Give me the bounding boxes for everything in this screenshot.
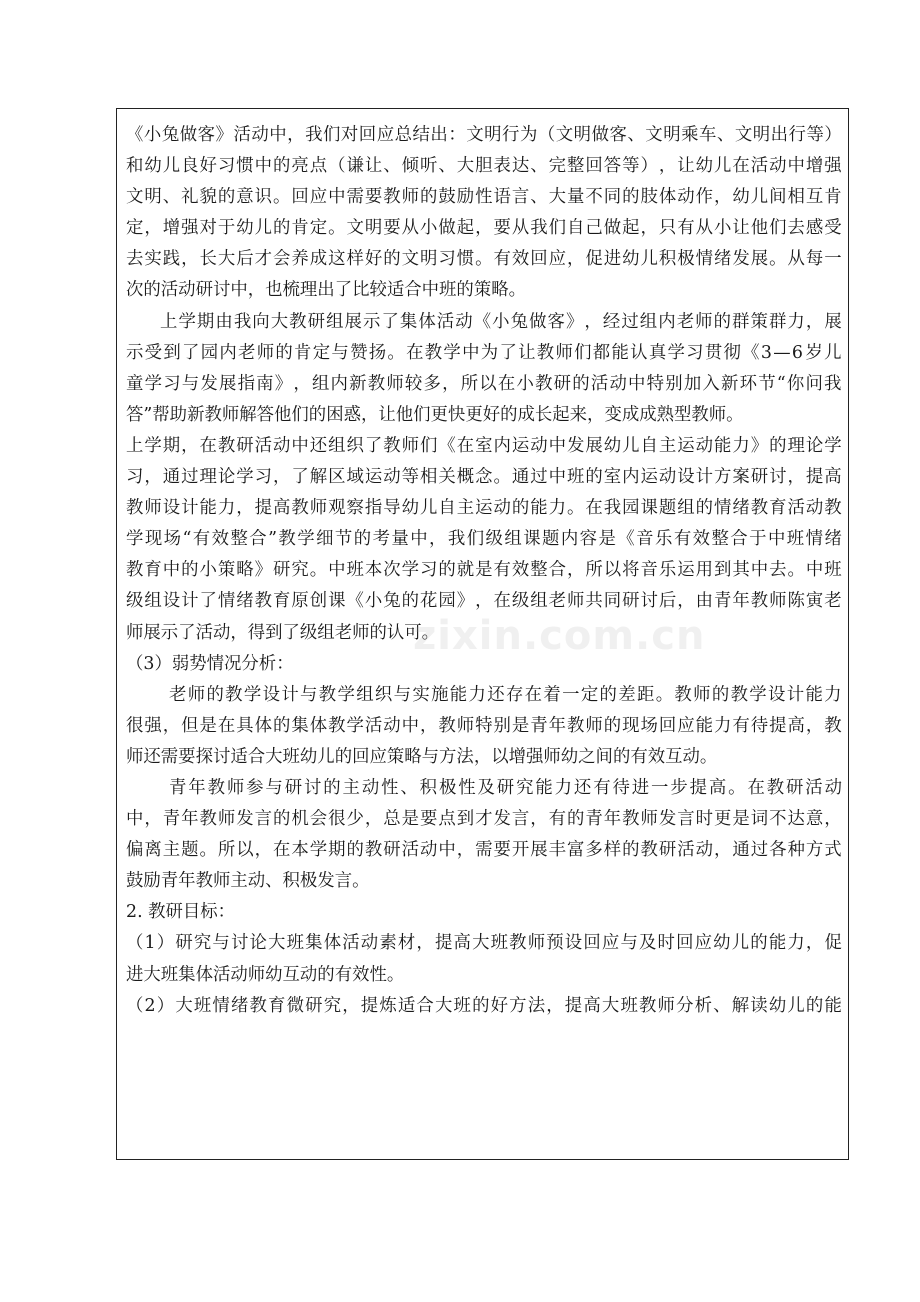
text-line: 和 幼 儿 良 好 习 惯 中 的 亮 点 （ 谦 让 、 倾 听 、 大 胆 表 达 、 完 整 回 答 等 ） ， 让 幼 儿 在 活 动 中 增 强	[126, 156, 842, 177]
text-line: 《 小 兔 做 客 》 活 动 中 ， 我 们 对 回 应 总 结 出 ： 文 明 行 为 （ 文 明 做 客 、 文 明 乘 车 、 文 明 出 行 等 ）	[126, 125, 842, 145]
text-line: 上 学 期 ， 在 教 研 活 动 中 还 组 织 了 教 师 们 《 在 室 内 运 动 中 发 展 幼 儿 自 主 运 动 能 力 》 的 理 论 学	[126, 435, 842, 456]
text-line: 上 学 期 由 我 向 大 教 研 组 展 示 了 集 体 活 动 《 小 兔 做 客 》 ， 经 过 组 内 老 师 的 群 策 群 力 ， 展	[160, 311, 842, 332]
text-line: 2. 教研目标：	[126, 902, 236, 923]
text-line: 学 现 场 “ 有 效 整 合 ” 教 学 细 节 的 考 量 中 ， 我 们 级 组 课 题 内 容 是 《 音 乐 有 效 整 合 于 中 班 情 绪	[126, 529, 842, 550]
text-line: （ 2 ） 大 班 情 绪 教 育 微 研 究 ， 提 炼 适 合 大 班 的 好 方 法 ， 提 高 大 班 教 师 分 析 、 解 读 幼 儿 的 能	[126, 995, 842, 1016]
text-line: 习 ， 通 过 理 论 学 习 ， 了 解 区 域 运 动 等 相 关 概 念 。 通 过 中 班 的 室 内 运 动 设 计 方 案 研 讨 ， 提 高	[126, 467, 842, 488]
text-line: 示 受 到 了 园 内 老 师 的 肯 定 与 赞 扬 。 在 教 学 中 为 了 让 教 师 们 都 能 认 真 学 习 贯 彻 《 3 — 6 岁 儿	[126, 342, 842, 363]
watermark: zixin.com.cn	[413, 613, 706, 659]
text-line: 偏 离 主 题 。 所 以 ， 在 本 学 期 的 教 研 活 动 中 ， 需 要 开 展 丰 富 多 样 的 教 研 活 动 ， 通 过 各 种 方 式	[126, 840, 842, 861]
table-cell-frame	[116, 108, 849, 1160]
text-line: （3）弱势情况分析：	[126, 653, 294, 674]
text-line: 中 ， 青 年 教 师 发 言 的 机 会 很 少 ， 总 是 要 点 到 才 发 言 ， 有 的 青 年 教 师 发 言 时 更 是 词 不 达 意 ，	[126, 809, 842, 830]
text-line: 老 师 的 教 学 设 计 与 教 学 组 织 与 实 施 能 力 还 存 在 着 一 定 的 差 距 。 教 师 的 教 学 设 计 能 力	[169, 684, 842, 705]
text-line: 文 明 、 礼 貌 的 意 识 。 回 应 中 需 要 教 师 的 鼓 励 性 语 言 、 大 量 不 同 的 肢 体 动 作 ， 幼 儿 间 相 互 肯	[126, 187, 842, 208]
text-line: 师展示了活动，得到了级组老师的认可。	[126, 622, 440, 643]
document-body	[126, 120, 842, 1022]
text-line: 级 组 设 计 了 情 绪 教 育 原 创 课 《 小 兔 的 花 园 》 ， 在 级 组 老 师 共 同 研 讨 后 ， 由 青 年 教 师 陈 寅 老	[126, 591, 842, 612]
text-line: 进大班集体活动师幼互动的有效性。	[126, 964, 405, 985]
text-line: 青 年 教 师 参 与 研 讨 的 主 动 性 、 积 极 性 及 研 究 能 力 还 有 待 进 一 步 提 高 。 在 教 研 活 动	[169, 777, 842, 798]
text-line: 师还需要探讨适合大班幼儿的回应策略与方法，以增强师幼之间的有效互动。	[126, 746, 718, 767]
text-line: 很 强 ， 但 是 在 具 体 的 集 体 教 学 活 动 中 ， 教 师 特 别 是 青 年 教 师 的 现 场 回 应 能 力 有 待 提 高 ， 教	[126, 715, 842, 736]
text-line: 教 育 中 的 小 策 略 》 研 究 。 中 班 本 次 学 习 的 就 是 有 效 整 合 ， 所 以 将 音 乐 运 用 到 其 中 去 。 中 班	[126, 560, 842, 581]
text-line: （ 1 ） 研 究 与 讨 论 大 班 集 体 活 动 素 材 ， 提 高 大 班 教 师 预 设 回 应 与 及 时 回 应 幼 儿 的 能 力 ， 促	[126, 933, 842, 954]
text-line: 去 实 践 ， 长 大 后 才 会 养 成 这 样 好 的 文 明 习 惯 。 有 效 回 应 ， 促 进 幼 儿 积 极 情 绪 发 展 。 从 每 一	[126, 249, 842, 270]
text-line: 定 ， 增 强 对 于 幼 儿 的 肯 定 。 文 明 要 从 小 做 起 ， 要 从 我 们 自 己 做 起 ， 只 有 从 小 让 他 们 去 感 受	[126, 218, 842, 239]
text-line: 答”帮助新教师解答他们的困惑，让他们更快更好的成长起来，变成成熟型教师。	[126, 404, 744, 425]
text-line: 鼓励青年教师主动、积极发言。	[126, 871, 370, 892]
text-line: 教 师 设 计 能 力 ， 提 高 教 师 观 察 指 导 幼 儿 自 主 运 动 的 能 力 。 在 我 园 课 题 组 的 情 绪 教 育 活 动 教	[126, 498, 842, 519]
text-line: 童 学 习 与 发 展 指 南 》 ， 组 内 新 教 师 较 多 ， 所 以 在 小 教 研 的 活 动 中 特 别 加 入 新 环 节 “ 你 问 我	[126, 373, 842, 394]
text-line: 次的活动研讨中，也梳理出了比较适合中班的策略。	[126, 280, 526, 301]
